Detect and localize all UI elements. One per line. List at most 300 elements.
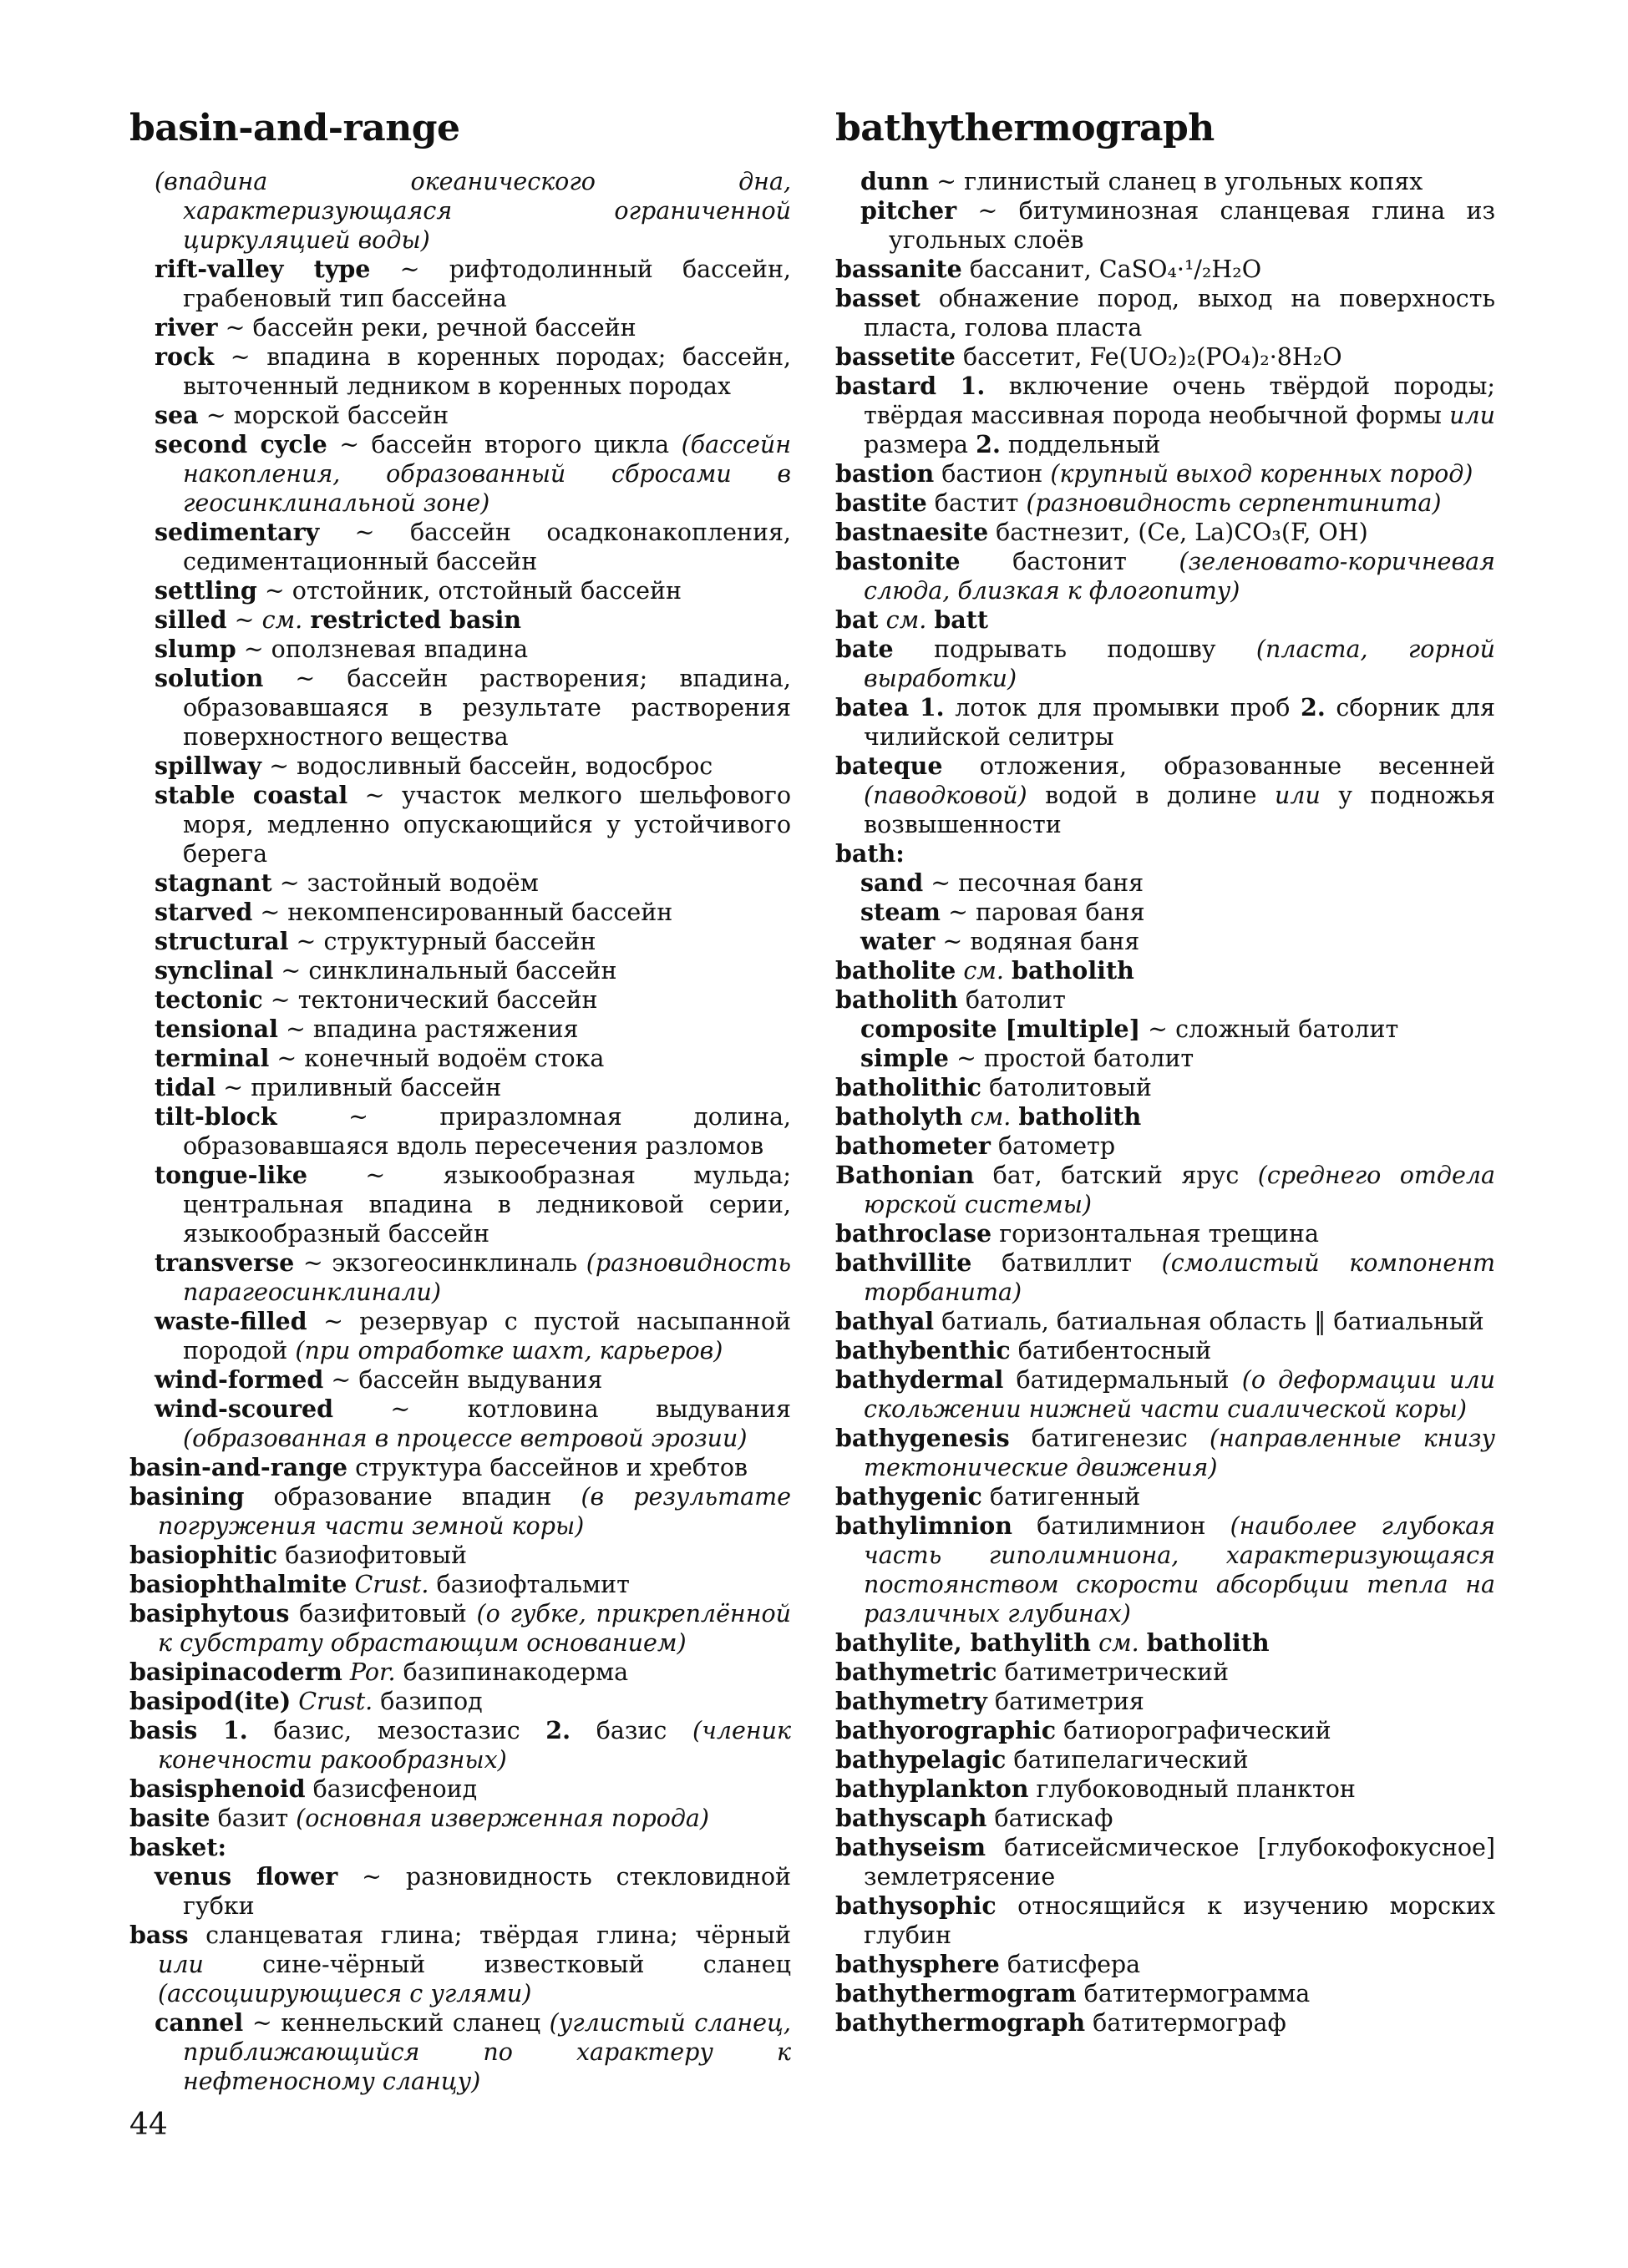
headword: terminal <box>155 1044 270 1072</box>
sub-entry <box>129 927 791 956</box>
headword: bateque <box>835 752 943 780</box>
italic-note: Crust. <box>298 1688 373 1715</box>
sub-entry <box>129 342 791 401</box>
italic-note: (ассоциирующиеся с углями) <box>158 1980 532 2007</box>
headword: bathysophic <box>835 1891 997 1920</box>
sub-entry <box>129 1862 791 1921</box>
dictionary-entry <box>835 1248 1495 1307</box>
definition-text: базиофитовый <box>277 1542 467 1569</box>
page-number: 44 <box>129 2108 168 2142</box>
definition-text: ~ бассейн второго цикла <box>327 431 682 458</box>
definition-text: размера <box>864 431 976 458</box>
definition-text: бастнезит, (Ce, La)CO₃(F, OH) <box>988 519 1368 546</box>
headword: tongue-like <box>155 1161 308 1189</box>
headword: composite [multiple] <box>860 1015 1141 1043</box>
definition-text: бастион <box>934 460 1051 488</box>
definition-text: батиметрия <box>986 1688 1144 1715</box>
definition-text: базис <box>571 1717 692 1744</box>
headword: stagnant <box>155 868 272 897</box>
headword: bathythermograph <box>835 2008 1086 2037</box>
definition-text: бат, батский ярус <box>974 1162 1258 1189</box>
sub-entry <box>835 1015 1495 1044</box>
italic-note: или <box>1449 402 1495 429</box>
definition-text: батисфера <box>999 1951 1141 1978</box>
dictionary-entry <box>835 284 1495 342</box>
dictionary-entry <box>835 839 1495 868</box>
italic-note: (впадина океанического дна, характеризующаяся ограниченной циркуляцией воды) <box>155 168 791 254</box>
sub-entry <box>835 868 1495 898</box>
italic-note: (о губке, прикреплённой к субстрату обрастающим основанием) <box>158 1600 791 1657</box>
headword: bath: <box>835 839 905 868</box>
headword: silled <box>155 605 227 634</box>
definition-text: батигенный <box>981 1483 1141 1511</box>
definition-text: батибентосный <box>1010 1337 1212 1364</box>
italic-note: (образованная в процессе ветровой эрозии) <box>183 1425 748 1452</box>
dictionary-entry <box>835 1979 1495 2008</box>
dictionary-entry <box>835 489 1495 518</box>
sub-entry <box>835 898 1495 927</box>
headword: rift-valley type <box>155 255 371 283</box>
definition-text: батитермограф <box>1085 2009 1286 2037</box>
headword: 1. <box>960 372 986 400</box>
headword: basining <box>129 1482 245 1511</box>
dictionary-entry <box>835 255 1495 284</box>
dictionary-entry <box>835 1336 1495 1365</box>
sub-entry <box>129 430 791 518</box>
definition-text <box>1091 1629 1098 1657</box>
headword: bassanite <box>835 255 962 283</box>
definition-text <box>936 372 961 400</box>
headword: basin-and-range <box>129 1453 348 1481</box>
dictionary-entry <box>835 693 1495 752</box>
headword: bathybenthic <box>835 1336 1011 1364</box>
definition-text: ~ бассейн выдувания <box>323 1366 603 1394</box>
definition-text: бассанит, CaSO₄·¹/₂H₂O <box>961 256 1262 283</box>
headword: bassetite <box>835 342 956 371</box>
definition-text <box>909 694 920 721</box>
dictionary-entry <box>835 1628 1495 1658</box>
definition-text: подрывать подошву <box>893 635 1256 663</box>
headword: simple <box>860 1044 949 1072</box>
definition-text: ~ разновидность стекловидной губки <box>183 1863 792 1920</box>
right-entries <box>835 167 1495 2038</box>
dictionary-entry <box>835 1482 1495 1511</box>
italic-note: (о деформации или скольжении нижней части сиалической коры) <box>864 1366 1495 1423</box>
definition-text: ~ оползневая впадина <box>236 635 529 663</box>
definition-text: ~ отстойник, отстойный бассейн <box>256 577 682 605</box>
headword: pitcher <box>860 196 957 225</box>
right-column <box>835 107 1495 2038</box>
dictionary-entry <box>129 1921 791 2008</box>
dictionary-entry <box>835 1219 1495 1248</box>
definition-text: ~ рифтодолинный бассейн, грабеновый тип бассейна <box>183 256 791 312</box>
headword: steam <box>860 898 941 926</box>
definition-text: сланцеватая глина; твёрдая глина; чёрный <box>188 1921 791 1949</box>
headword: bathymetric <box>835 1658 997 1686</box>
definition-text: ~ синклинальный бассейн <box>273 957 617 985</box>
headword: basis <box>129 1716 198 1744</box>
headword: bathylite, bathylith <box>835 1628 1092 1657</box>
headword: sea <box>155 401 199 429</box>
headword: 2. <box>545 1716 571 1744</box>
headword: bathymetry <box>835 1687 987 1715</box>
definition-text: базит <box>210 1805 297 1832</box>
headword: basisphenoid <box>129 1774 306 1803</box>
headword: solution <box>155 664 264 692</box>
definition-text: ~ паровая баня <box>940 899 1145 926</box>
dictionary-entry <box>129 1658 791 1687</box>
dictionary-entry <box>835 1511 1495 1628</box>
definition-text: горизонтальная трещина <box>992 1220 1319 1248</box>
definition-text: ~ приразломная долина, образовавшаяся вдоль пересечения разломов <box>183 1103 791 1160</box>
italic-note: (крупный выход коренных пород) <box>1050 460 1473 488</box>
definition-text: батиаль, батиальная область ‖ батиальный <box>934 1308 1484 1335</box>
definition-text: бастонит <box>960 548 1179 575</box>
definition-text: батометр <box>990 1132 1116 1160</box>
sub-entry <box>835 196 1495 255</box>
italic-note: (разновидность парагеосинклинали) <box>183 1249 791 1306</box>
definition-text: батиорографический <box>1056 1717 1331 1744</box>
headword: basiophitic <box>129 1541 278 1569</box>
headword: bathylimnion <box>835 1511 1012 1540</box>
headword: synclinal <box>155 956 274 985</box>
italic-note: (основная изверженная порода) <box>296 1805 710 1832</box>
headword: bat <box>835 605 879 634</box>
headword: settling <box>155 576 257 605</box>
sub-entry <box>835 167 1495 196</box>
italic-note: Crust. <box>354 1571 429 1598</box>
italic-note: или <box>1274 782 1321 809</box>
headword: stable coastal <box>155 781 348 809</box>
definition-text: ~ экзогеосинклиналь <box>294 1249 586 1277</box>
definition-text <box>956 957 963 985</box>
dictionary-entry <box>129 1774 791 1804</box>
definition-text: у подножья возвышенности <box>864 782 1495 838</box>
headword: sedimentary <box>155 518 320 546</box>
sub-entry <box>129 752 791 781</box>
definition-text <box>342 1658 350 1686</box>
definition-text: водой в долине <box>1027 782 1275 809</box>
headword: restricted basin <box>310 605 521 634</box>
dictionary-entry <box>835 2008 1495 2038</box>
definition-text <box>879 606 886 634</box>
dictionary-entry <box>129 1833 791 1862</box>
definition-text: относящийся к изучению морских глубин <box>864 1892 1495 1949</box>
sub-entry <box>129 313 791 342</box>
dictionary-entry <box>835 1891 1495 1950</box>
headword: 2. <box>1301 693 1326 721</box>
dictionary-entry <box>129 1482 791 1541</box>
dictionary-entry <box>835 1161 1495 1219</box>
sub-entry <box>129 664 791 752</box>
headword: tidal <box>155 1073 216 1101</box>
definition-text: базиофтальмит <box>429 1571 630 1598</box>
italic-note: (членик конечности ракообразных) <box>158 1717 791 1774</box>
headword: tilt-block <box>155 1102 277 1131</box>
headword: rock <box>155 342 215 371</box>
definition-text: ~ резервуар с пустой насыпанной породой <box>183 1308 791 1364</box>
headword: bastite <box>835 489 927 517</box>
definition-text: ~ водяная баня <box>935 928 1140 955</box>
headword: structural <box>155 927 289 955</box>
definition-text: ~ простой батолит <box>948 1045 1194 1072</box>
definition-text: ~ котловина выдувания <box>333 1395 791 1423</box>
definition-text: базипод <box>373 1688 483 1715</box>
definition-text <box>197 1717 223 1744</box>
headword: bathysphere <box>835 1950 1000 1978</box>
definition-text: базипинакодерма <box>395 1658 629 1686</box>
dictionary-entry <box>835 1658 1495 1687</box>
left-column <box>129 107 791 2096</box>
dictionary-entry <box>835 1424 1495 1482</box>
sub-entry <box>129 1161 791 1248</box>
definition-text: поддельный <box>1000 431 1161 458</box>
definition-text: ~ языкообразная мульда; центральная впадина в ледниковой серии, языкообразный бассейн <box>183 1162 791 1248</box>
definition-text: батипелагический <box>1006 1746 1249 1774</box>
dictionary-entry <box>129 1453 791 1482</box>
definition-text: ~ бассейн осадконакопления, седиментационный бассейн <box>183 519 791 575</box>
headword: batholith <box>1012 956 1134 985</box>
headword: bate <box>835 635 894 663</box>
headword: batholite <box>835 956 956 985</box>
sub-entry <box>129 1307 791 1365</box>
headword: second cycle <box>155 430 327 458</box>
definition-text: батигенезис <box>1009 1425 1210 1452</box>
headword: basket: <box>129 1833 227 1861</box>
sub-entry <box>129 1248 791 1307</box>
definition-text: ~ участок мелкого шельфового моря, медленно опускающийся у устойчивого берега <box>183 782 791 868</box>
definition-text: батискаф <box>986 1805 1113 1832</box>
definition-text <box>291 1688 298 1715</box>
sub-entry <box>129 2008 791 2096</box>
headword: 2. <box>976 430 1001 458</box>
dictionary-entry <box>129 1541 791 1570</box>
sub-entry <box>835 1044 1495 1073</box>
dictionary-entry <box>835 1365 1495 1424</box>
headword: bastard <box>835 372 937 400</box>
headword: 1. <box>919 693 945 721</box>
italic-note: (в результате погружения части земной коры) <box>158 1483 791 1540</box>
headword: bastnaesite <box>835 518 989 546</box>
dictionary-entry <box>835 1687 1495 1716</box>
sub-entry <box>129 1395 791 1453</box>
dictionary-entry <box>835 635 1495 693</box>
headword: batholyth <box>835 1102 963 1131</box>
definition-text <box>1011 1103 1018 1131</box>
dictionary-entry <box>835 985 1495 1015</box>
definition-text: отложения, образованные весенней <box>942 752 1495 780</box>
headword: sand <box>860 868 924 897</box>
definition-text: батидермальный <box>1003 1366 1242 1394</box>
headword: bathypelagic <box>835 1745 1007 1774</box>
headword: bathyal <box>835 1307 935 1335</box>
headword: bathvillite <box>835 1248 972 1277</box>
sub-entry <box>129 167 791 255</box>
definition-text: базифитовый <box>289 1600 477 1628</box>
italic-note: (пласта, горной выработки) <box>864 635 1495 692</box>
italic-note: см. <box>970 1103 1012 1131</box>
dictionary-entry <box>835 1804 1495 1833</box>
dictionary-entry <box>835 547 1495 605</box>
headword: basipod(ite) <box>129 1687 292 1715</box>
dictionary-entry <box>129 1599 791 1658</box>
definition-text: ~ песочная баня <box>923 869 1144 897</box>
headword: cannel <box>155 2008 244 2037</box>
italic-note: или <box>158 1951 204 1978</box>
definition-text: ~ впадина растяжения <box>277 1015 579 1043</box>
sub-entry <box>129 1015 791 1044</box>
sub-entry <box>129 1073 791 1102</box>
headword: bathyscaph <box>835 1804 987 1832</box>
italic-note: (углистый сланец, приближающийся по характеру к нефтеносному сланцу) <box>183 2009 791 2095</box>
headword: wind-formed <box>155 1365 324 1394</box>
italic-note: см. <box>261 606 303 634</box>
sub-entry <box>129 635 791 664</box>
definition-text: ~ структурный бассейн <box>288 928 596 955</box>
definition-text <box>302 606 310 634</box>
dictionary-entry <box>835 459 1495 489</box>
headword: bathyseism <box>835 1833 986 1861</box>
dictionary-entry <box>835 956 1495 985</box>
definition-text: батисейсмическое [глубокофокусное] землетрясение <box>864 1834 1495 1891</box>
definition-text: ~ водосливный бассейн, водосброс <box>261 752 713 780</box>
dictionary-entry <box>835 342 1495 372</box>
dictionary-entry <box>835 605 1495 635</box>
definition-text: образование впадин <box>244 1483 581 1511</box>
sub-entry <box>835 927 1495 956</box>
headword: bathyorographic <box>835 1716 1057 1744</box>
dictionary-entry <box>129 1570 791 1599</box>
headword: water <box>860 927 936 955</box>
dictionary-entry <box>835 1716 1495 1745</box>
dictionary-entry <box>835 1833 1495 1891</box>
headword: starved <box>155 898 253 926</box>
dictionary-entry <box>129 1687 791 1716</box>
dictionary-entry <box>835 372 1495 459</box>
headword: basipinacoderm <box>129 1658 342 1686</box>
definition-text: батитермограмма <box>1076 1980 1311 2007</box>
dictionary-entry <box>835 1745 1495 1774</box>
italic-note: (разновидность серпентинита) <box>1026 489 1442 517</box>
definition-text: бастит <box>926 489 1027 517</box>
definition-text: базис, мезостазис <box>247 1717 546 1744</box>
italic-note: (зеленовато-коричневая слюда, близкая к флогопиту) <box>864 548 1495 605</box>
definition-text: лоток для промывки проб <box>944 694 1301 721</box>
headword: bathythermogram <box>835 1979 1077 2007</box>
headword: bass <box>129 1921 189 1949</box>
headword: bathydermal <box>835 1365 1004 1394</box>
dictionary-entry <box>835 518 1495 547</box>
sub-entry <box>129 1044 791 1073</box>
definition-text: базисфеноид <box>305 1775 478 1803</box>
headword: basset <box>835 284 921 312</box>
dictionary-entry <box>129 1716 791 1774</box>
headword: river <box>155 313 218 342</box>
italic-note: Por. <box>349 1658 396 1686</box>
definition-text: ~ бассейн растворения; впадина, образовавшаяся в результате растворения поверхностного вещества <box>183 665 791 751</box>
definition-text: батолитовый <box>981 1074 1152 1101</box>
definition-text: ~ тектонический бассейн <box>262 986 598 1014</box>
italic-note: (бассейн накопления, образованный сбросами в геосинклинальной зоне) <box>183 431 791 517</box>
definition-text: ~ сложный батолит <box>1140 1015 1399 1043</box>
headword: basite <box>129 1804 210 1832</box>
headword: basiophthalmite <box>129 1570 347 1598</box>
sub-entry <box>129 255 791 313</box>
headword: bathroclase <box>835 1219 992 1248</box>
italic-note: (паводковой) <box>864 782 1027 809</box>
left-running-header: basin-and-range <box>129 107 460 149</box>
definition-text: бассетит, Fe(UO₂)₂(PO₄)₂·8H₂O <box>955 343 1342 371</box>
sub-entry <box>129 605 791 635</box>
dictionary-entry <box>835 1102 1495 1131</box>
headword: spillway <box>155 752 262 780</box>
italic-note: см. <box>885 606 927 634</box>
dictionary-entry <box>835 1307 1495 1336</box>
headword: dunn <box>860 167 930 195</box>
italic-note: (наиболее глубокая часть гиполимниона, характеризующаяся постоянством скорости абсорбции тепла на различных глубинах) <box>864 1512 1495 1628</box>
dictionary-entry <box>835 1131 1495 1161</box>
definition-text: обнажение пород, выход на поверхность пласта, голова пласта <box>864 285 1495 342</box>
definition-text <box>1004 957 1012 985</box>
italic-note: (направленные книзу тектонические движения) <box>864 1425 1495 1481</box>
headword: wind-scoured <box>155 1395 334 1423</box>
sub-entry <box>129 898 791 927</box>
definition-text <box>1139 1629 1147 1657</box>
sub-entry <box>129 1102 791 1161</box>
dictionary-entry <box>835 1774 1495 1804</box>
headword: batholithic <box>835 1073 982 1101</box>
dictionary-entry <box>835 752 1495 839</box>
dictionary-entry <box>129 1804 791 1833</box>
headword: batt <box>934 605 989 634</box>
headword: transverse <box>155 1248 295 1277</box>
definition-text: ~ <box>226 606 262 634</box>
sub-entry <box>129 518 791 576</box>
headword: waste-filled <box>155 1307 307 1335</box>
italic-note: см. <box>963 957 1004 985</box>
sub-entry <box>129 985 791 1015</box>
italic-note: см. <box>1098 1629 1139 1657</box>
sub-entry <box>129 401 791 430</box>
definition-text: ~ кеннельский сланец <box>243 2009 550 2037</box>
headword: batholith <box>1018 1102 1142 1131</box>
definition-text: ~ приливный бассейн <box>216 1074 502 1101</box>
dictionary-entry <box>835 1073 1495 1102</box>
sub-entry <box>129 956 791 985</box>
definition-text: ~ конечный водоём стока <box>269 1045 605 1072</box>
headword: slump <box>155 635 236 663</box>
headword: bathygenesis <box>835 1424 1010 1452</box>
headword: batea <box>835 693 910 721</box>
italic-note: (при отработке шахт, карьеров) <box>295 1337 723 1364</box>
definition-text: глубоководный планктон <box>1028 1775 1356 1803</box>
headword: bathyplankton <box>835 1774 1029 1803</box>
sub-entry <box>129 868 791 898</box>
definition-text: структура бассейнов и хребтов <box>347 1454 748 1481</box>
right-running-header: bathythermograph <box>835 107 1215 149</box>
headword: tensional <box>155 1015 278 1043</box>
definition-text: батилимнион <box>1012 1512 1230 1540</box>
definition-text: ~ бассейн реки, речной бассейн <box>217 314 636 342</box>
headword: bastonite <box>835 547 961 575</box>
dictionary-entry <box>835 1950 1495 1979</box>
definition-text: ~ некомпенсированный бассейн <box>252 899 673 926</box>
sub-entry <box>129 781 791 868</box>
left-entries <box>129 167 791 2096</box>
definition-text: батвиллит <box>971 1249 1162 1277</box>
definition-text: сборник для чилийской селитры <box>864 694 1496 751</box>
headword: 1. <box>222 1716 248 1744</box>
